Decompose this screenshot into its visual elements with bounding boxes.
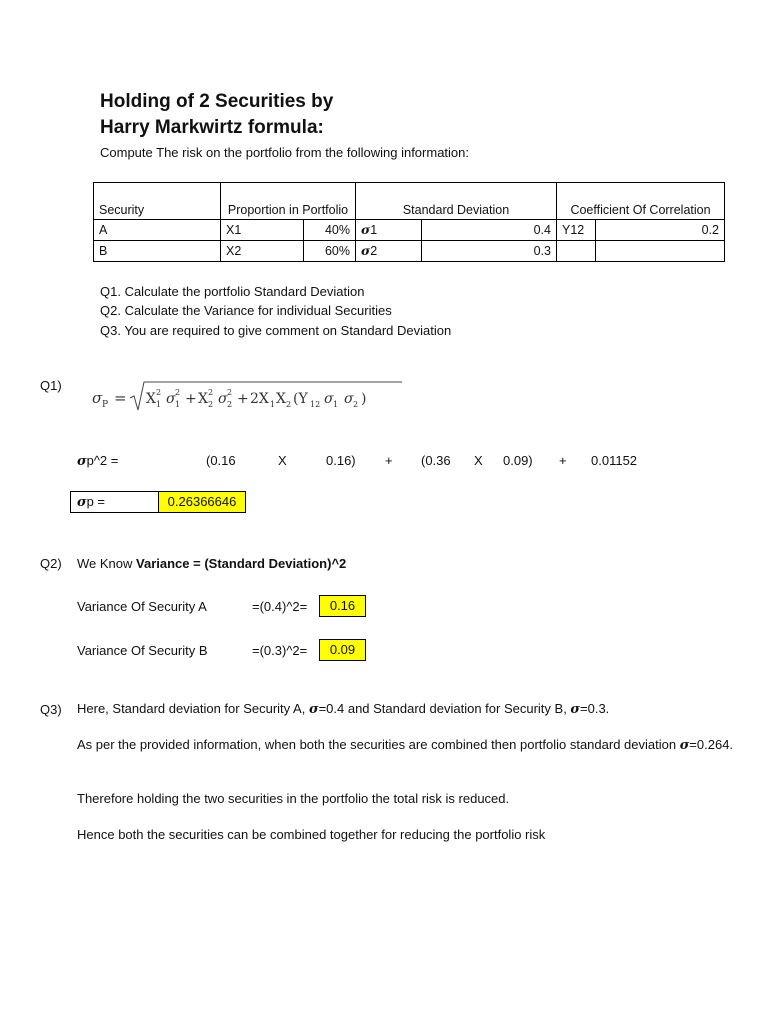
calc-plus-1: + bbox=[385, 453, 393, 468]
svg-text:(Y: (Y bbox=[293, 391, 308, 407]
svg-text:σ: σ bbox=[324, 391, 334, 407]
svg-text:2: 2 bbox=[286, 400, 292, 409]
svg-text:σ: σ bbox=[344, 391, 354, 407]
cell-security: B bbox=[94, 241, 221, 262]
svg-text:): ) bbox=[361, 391, 367, 407]
svg-text:2: 2 bbox=[227, 388, 233, 397]
calc-plus-2: + bbox=[559, 453, 567, 468]
sigma-symbol: σ bbox=[361, 243, 371, 258]
question-3: Q3. You are required to give comment on Standard Deviation bbox=[100, 323, 452, 338]
cell-y bbox=[557, 241, 596, 262]
svg-text:1: 1 bbox=[333, 400, 339, 409]
header-correlation: Coefficient Of Correlation bbox=[557, 183, 725, 220]
title-line-1: Holding of 2 Securities by bbox=[100, 91, 334, 112]
variance-b-expr: =(0.3)^2= bbox=[252, 643, 308, 658]
sigma-symbol: σ bbox=[679, 738, 690, 753]
cell-security: A bbox=[94, 220, 221, 241]
svg-text:2X: 2X bbox=[250, 391, 269, 407]
svg-text:2: 2 bbox=[175, 388, 181, 397]
calc-times-1: X bbox=[278, 453, 287, 468]
q2-label: Q2) bbox=[40, 556, 62, 571]
calc-times-2: X bbox=[474, 453, 483, 468]
table-header-row bbox=[94, 183, 725, 220]
portfolio-sd-formula-image bbox=[92, 378, 412, 418]
svg-text:1: 1 bbox=[156, 400, 162, 409]
table-row bbox=[94, 241, 725, 262]
q3-line-1: Here, Standard deviation for Security A, σ=0.4 and Standard deviation for Security B, σ=0.3. bbox=[77, 701, 610, 717]
cell-pct: 60% bbox=[303, 241, 355, 262]
cell-pct: 40% bbox=[303, 220, 355, 241]
cell-corr: 0.2 bbox=[596, 220, 725, 241]
header-proportion: Proportion in Portfolio bbox=[221, 183, 356, 220]
calc-term-2: 0.16) bbox=[326, 453, 356, 468]
sigma-symbol: σ bbox=[77, 495, 87, 510]
sigma-symbol: σ bbox=[77, 454, 87, 469]
portfolio-sd-result: 0.26366646 bbox=[158, 491, 246, 513]
variance-a-label: Variance Of Security A bbox=[77, 599, 207, 614]
svg-text:+: + bbox=[185, 391, 197, 407]
svg-text:σ: σ bbox=[166, 391, 176, 407]
question-1: Q1. Calculate the portfolio Standard Deviation bbox=[100, 284, 365, 299]
cell-sd: 0.3 bbox=[421, 241, 556, 262]
svg-text:1: 1 bbox=[270, 400, 276, 409]
svg-text:2: 2 bbox=[227, 400, 233, 409]
calc-term-5: 0.01152 bbox=[591, 453, 638, 468]
question-2: Q2. Calculate the Variance for individual Securities bbox=[100, 303, 392, 318]
cell-sd: 0.4 bbox=[421, 220, 556, 241]
svg-text:X: X bbox=[276, 391, 286, 407]
header-std-dev: Standard Deviation bbox=[356, 183, 557, 220]
svg-text:2: 2 bbox=[208, 388, 214, 397]
q3-label: Q3) bbox=[40, 702, 62, 717]
formula-graphic bbox=[92, 378, 412, 414]
cell-corr bbox=[596, 241, 725, 262]
variance-b-result: 0.09 bbox=[319, 639, 366, 661]
sigma-symbol: σ bbox=[308, 702, 319, 717]
q1-label: Q1) bbox=[40, 378, 62, 393]
sigma-symbol: σ bbox=[570, 702, 581, 717]
svg-text:2: 2 bbox=[353, 400, 359, 409]
q3-paragraph-3: Therefore holding the two securities in the portfolio the total risk is reduced. bbox=[77, 791, 510, 806]
variance-b-label: Variance Of Security B bbox=[77, 643, 208, 658]
svg-text:σ: σ bbox=[218, 391, 228, 407]
svg-text:=: = bbox=[114, 389, 127, 407]
svg-text:+: + bbox=[237, 391, 249, 407]
variance-a-result: 0.16 bbox=[319, 595, 366, 617]
q2-intro: We Know Variance = (Standard Deviation)^2 bbox=[77, 556, 347, 571]
securities-table bbox=[93, 182, 725, 262]
q3-paragraph-4: Hence both the securities can be combined together for reducing the portfolio risk bbox=[77, 827, 546, 842]
svg-text:2: 2 bbox=[208, 400, 214, 409]
cell-y: Y12 bbox=[557, 220, 596, 241]
svg-text:12: 12 bbox=[310, 400, 321, 409]
result-label: σp = bbox=[70, 491, 159, 513]
cell-sigma: σ1 bbox=[356, 220, 422, 241]
svg-text:X: X bbox=[146, 391, 156, 407]
calc-term-1: (0.16 bbox=[206, 453, 236, 468]
cell-x: X1 bbox=[221, 220, 304, 241]
cell-x: X2 bbox=[221, 241, 304, 262]
svg-text:X: X bbox=[198, 391, 208, 407]
svg-text:2: 2 bbox=[156, 388, 162, 397]
svg-text:1: 1 bbox=[175, 400, 181, 409]
title-line-2: Harry Markwirtz formula: bbox=[100, 117, 324, 138]
variance-a-expr: =(0.4)^2= bbox=[252, 599, 308, 614]
q3-paragraph-2: As per the provided information, when both the securities are combined then portfolio standard deviation σ=0.264. bbox=[77, 737, 734, 753]
calc-term-4: 0.09) bbox=[503, 453, 533, 468]
header-security: Security bbox=[94, 183, 221, 220]
intro-text: Compute The risk on the portfolio from the following information: bbox=[100, 145, 469, 160]
calc-term-3: (0.36 bbox=[421, 453, 451, 468]
sigma-symbol: σ bbox=[361, 222, 371, 237]
variance-lhs: σp^2 = bbox=[77, 453, 119, 469]
svg-text:P: P bbox=[102, 400, 109, 410]
cell-sigma: σ2 bbox=[356, 241, 422, 262]
svg-text:σ: σ bbox=[92, 389, 103, 407]
table-row bbox=[94, 220, 725, 241]
